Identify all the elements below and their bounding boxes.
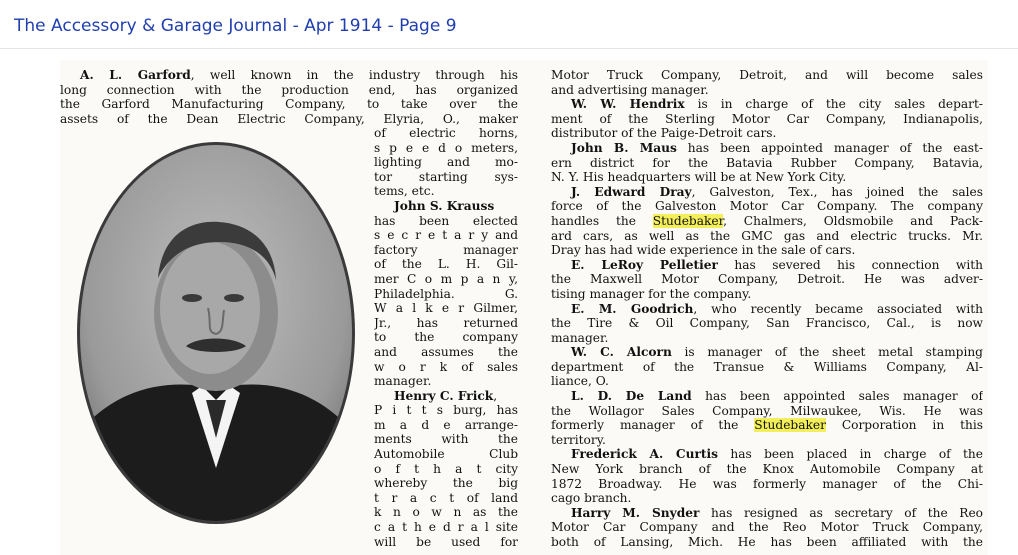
person-name: E. M. Goodrich	[571, 301, 694, 316]
text-run: New York branch of the Knox Automobile Company at	[551, 462, 983, 477]
text-line	[374, 389, 518, 404]
text-run: manager.	[374, 374, 432, 389]
text-run: is manager of the sheet metal stamping	[671, 345, 983, 360]
text-run: , well known in the industry through his	[190, 68, 518, 82]
text-line	[551, 156, 983, 171]
highlighted-term: Studebaker	[754, 418, 826, 433]
text-line	[551, 68, 983, 83]
text-line	[374, 243, 518, 258]
text-line	[374, 184, 518, 199]
text-line	[60, 68, 518, 83]
person-name: W. C. Alcorn	[571, 345, 672, 360]
text-run: has resigned as secretary of the Reo	[699, 505, 983, 520]
person-name: Henry C. Frick	[394, 388, 494, 403]
text-line	[374, 535, 518, 550]
text-line	[551, 404, 983, 419]
text-line	[374, 374, 518, 389]
person-name: Frederick A. Curtis	[571, 447, 719, 462]
text-run: both of Lansing, Mich. He has been affiliated with the	[551, 535, 983, 549]
person-name: John S. Krauss	[394, 198, 495, 213]
text-line	[374, 287, 518, 302]
highlighted-term: Studebaker	[652, 213, 724, 228]
text-run: has been appointed sales manager of	[691, 389, 983, 404]
text-run: has been elected	[374, 213, 518, 228]
text-run: manager.	[551, 330, 609, 345]
text-run: has been appointed manager of the east-	[676, 140, 983, 155]
text-line	[551, 229, 983, 244]
text-run: of electric horns,	[374, 126, 518, 140]
text-run: formerly manager of the	[551, 418, 755, 433]
text-run: Corporation in this	[825, 418, 983, 433]
text-run: the Garford Manufacturing Company, to take over the	[60, 97, 518, 112]
text-run: the Maxwell Motor Company, Detroit. He was adver-	[551, 272, 983, 287]
text-run: mer C o m p a n y,	[374, 271, 518, 286]
text-run: c a t h e d r a l site	[374, 520, 518, 535]
text-run: tems, etc.	[374, 184, 435, 199]
text-line	[551, 170, 983, 185]
text-run: and assumes the	[374, 344, 518, 359]
text-line	[374, 330, 518, 345]
text-line	[551, 345, 983, 360]
text-run: will be used for	[374, 534, 518, 549]
text-run: is in charge of the city sales depart-	[684, 97, 983, 112]
text-line	[551, 199, 983, 214]
text-line	[374, 403, 518, 418]
text-line	[551, 418, 983, 433]
text-run: N. Y. His headquarters will be at New York City.	[551, 170, 847, 185]
text-line	[551, 331, 983, 346]
text-line	[374, 345, 518, 360]
text-run: k n o w n as the	[374, 505, 518, 520]
person-name: L. D. De Land	[571, 389, 692, 404]
text-line	[551, 185, 983, 200]
text-run: factory manager	[374, 242, 518, 257]
text-run: cago branch.	[551, 491, 632, 506]
right-column-text	[551, 68, 983, 550]
text-run: 1872 Broadway. He was formerly manager of the Chi-	[551, 476, 983, 491]
text-run: ,	[493, 388, 498, 403]
text-run: handles the	[551, 213, 653, 228]
text-run: department of the Transue & Williams Company, Al-	[551, 359, 983, 374]
text-line	[60, 112, 518, 127]
text-run: the Tire & Oil Company, San Francisco, Cal., is now	[551, 316, 983, 331]
text-line	[551, 316, 983, 331]
text-run: ard cars, as well as the GMC gas and electric trucks. Mr.	[551, 228, 983, 243]
text-line	[374, 432, 518, 447]
text-line	[374, 447, 518, 462]
text-run: ern district for the Batavia Rubber Company, Batavia,	[551, 155, 983, 170]
text-run: tor starting sys-	[374, 169, 518, 184]
text-run: force of the Galveston Motor Car Company. The company	[551, 199, 983, 214]
person-name: E. LeRoy Pelletier	[571, 257, 718, 272]
page-title: The Accessory & Garage Journal - Apr 1914 - Page 9	[14, 16, 457, 36]
text-line	[551, 389, 983, 404]
text-line	[551, 287, 983, 302]
text-line	[374, 141, 518, 156]
text-run: long connection with the production end, has organized	[60, 82, 518, 97]
text-line	[551, 506, 983, 521]
text-line	[551, 272, 983, 287]
text-run: lighting and mo-	[374, 155, 518, 170]
text-run: Dray has had wide experience in the sale of cars.	[551, 243, 856, 258]
text-run: Philadelphia. G.	[374, 286, 518, 301]
text-run: whereby the big	[374, 476, 518, 491]
text-run: t r a c t of land	[374, 490, 518, 505]
text-run: assets of the Dean Electric Company, Elyria, O., maker	[60, 111, 518, 126]
person-name: J. Edward Dray	[571, 184, 692, 199]
text-run: W a l k e r Gilmer,	[374, 301, 518, 316]
text-run: distributor of the Paige-Detroit cars.	[551, 126, 777, 141]
text-run: Motor Car Company and the Reo Motor Truck Company,	[551, 520, 983, 535]
text-line	[551, 97, 983, 112]
text-run: Automobile Club	[374, 447, 518, 462]
text-line	[551, 462, 983, 477]
text-run: P i t t s burg, has	[374, 403, 518, 418]
text-line	[374, 228, 518, 243]
text-run: has been placed in charge of the	[718, 447, 983, 462]
text-line	[551, 112, 983, 127]
text-line	[374, 214, 518, 229]
left-column-narrow-text	[374, 126, 518, 549]
text-run: liance, O.	[551, 374, 609, 389]
text-line	[374, 462, 518, 477]
text-run: to the company	[374, 330, 518, 345]
text-run: , who recently became associated with	[693, 301, 983, 316]
left-column-top-text	[60, 68, 518, 126]
text-run: Jr., has returned	[374, 315, 518, 330]
text-line	[374, 491, 518, 506]
person-name: A. L. Garford	[80, 68, 191, 82]
text-run: has severed his connection with	[717, 257, 983, 272]
title-divider	[0, 48, 1018, 49]
text-line	[551, 126, 983, 141]
text-run: the Wollagor Sales Company, Milwaukee, Wis. He was	[551, 403, 983, 418]
text-line	[374, 316, 518, 331]
text-line	[551, 360, 983, 375]
text-line	[374, 505, 518, 520]
text-run: , Chalmers, Oldsmobile and Pack-	[723, 213, 983, 228]
text-run: tising manager for the company.	[551, 286, 752, 301]
text-line	[551, 374, 983, 389]
text-line	[374, 126, 518, 141]
text-run: o f t h a t city	[374, 461, 518, 476]
text-line	[551, 214, 983, 229]
text-line	[374, 418, 518, 433]
scanned-page	[60, 60, 988, 555]
text-line	[551, 447, 983, 462]
text-line	[374, 360, 518, 375]
text-line	[374, 520, 518, 535]
text-run: territory.	[551, 432, 606, 447]
text-line	[374, 170, 518, 185]
portrait-photo	[74, 138, 358, 528]
person-name: W. W. Hendrix	[571, 97, 685, 112]
text-line	[551, 141, 983, 156]
text-line	[374, 272, 518, 287]
text-line	[551, 302, 983, 317]
text-run: w o r k of sales	[374, 359, 518, 374]
text-run: of the L. H. Gil-	[374, 257, 518, 272]
person-name: Harry M. Snyder	[571, 505, 700, 520]
text-line	[551, 433, 983, 448]
text-line	[551, 535, 983, 550]
text-line	[551, 477, 983, 492]
text-run: ment of the Sterling Motor Car Company, Indianapolis,	[551, 111, 983, 126]
text-line	[551, 258, 983, 273]
text-run: and advertising manager.	[551, 82, 709, 97]
text-line	[551, 243, 983, 258]
text-line	[374, 301, 518, 316]
text-run: s p e e d o meters,	[374, 140, 518, 155]
text-run: ments with the	[374, 432, 518, 447]
text-run: , Galveston, Tex., has joined the sales	[691, 184, 983, 199]
text-line	[551, 520, 983, 535]
text-line	[551, 83, 983, 98]
text-run: m a d e arrange-	[374, 417, 518, 432]
text-run: s e c r e t a r y and	[374, 228, 518, 243]
text-line	[374, 476, 518, 491]
text-line	[374, 155, 518, 170]
text-line	[60, 83, 518, 98]
person-name: John B. Maus	[571, 140, 677, 155]
text-line	[60, 97, 518, 112]
text-line	[374, 199, 518, 214]
text-run: Motor Truck Company, Detroit, and will become sales	[551, 68, 983, 82]
text-line	[374, 257, 518, 272]
text-line	[551, 491, 983, 506]
